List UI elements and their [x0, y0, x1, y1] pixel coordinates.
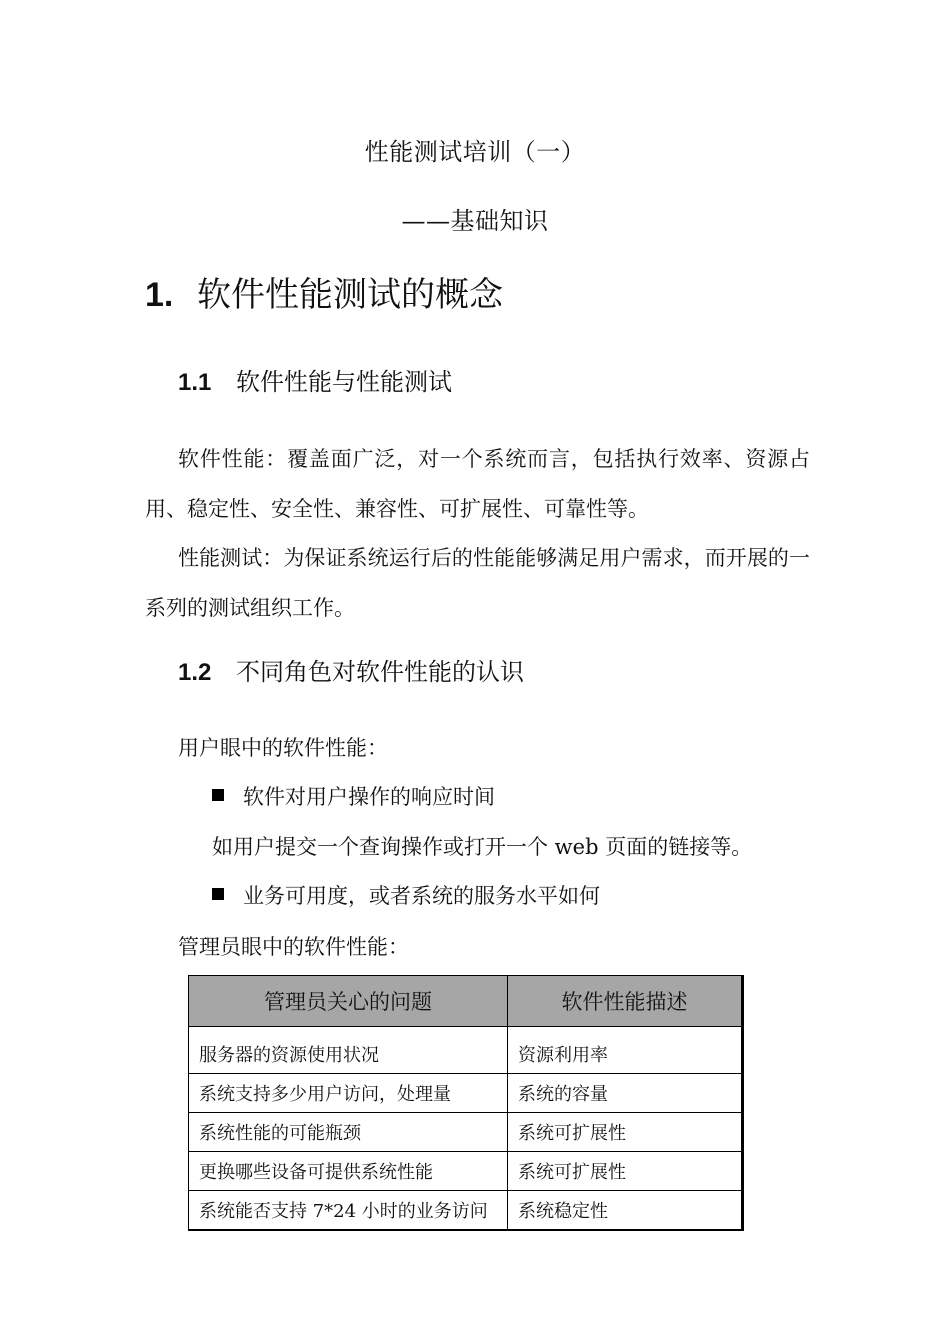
- table-cell: 系统可扩展性: [508, 1113, 743, 1152]
- user-view-label: 用户眼中的软件性能：: [178, 736, 388, 760]
- bullet-text: 业务可用度，或者系统的服务水平如何: [243, 884, 600, 908]
- bullet-text: 软件对用户操作的响应时间: [243, 785, 495, 809]
- section-1-heading: [145, 272, 503, 318]
- document-title: 性能测试培训（一）: [364, 138, 586, 166]
- section-1-1-heading: [178, 366, 452, 399]
- table-row: [189, 1074, 743, 1113]
- table-row: [189, 1027, 743, 1074]
- bullet-item: [212, 782, 495, 812]
- section-1-2-number: 1.2: [178, 659, 212, 686]
- paragraph-software-performance: 软件性能：覆盖面广泛，对一个系统而言，包括执行效率、资源占用、稳定性、安全性、兼容性、可扩展性、可靠性等。: [145, 447, 810, 521]
- admin-view-label: 管理员眼中的软件性能：: [178, 935, 409, 959]
- bullet-item: [212, 881, 600, 911]
- table-row: [189, 1152, 743, 1191]
- table-cell: 系统能否支持 7*24 小时的业务访问: [189, 1191, 508, 1231]
- table-cell: 系统可扩展性: [508, 1152, 743, 1191]
- table-cell: 服务器的资源使用状况: [189, 1027, 508, 1074]
- bullet-square-icon: [212, 789, 224, 801]
- section-1-1-title: 软件性能与性能测试: [236, 368, 452, 396]
- table-cell: 系统支持多少用户访问，处理量: [189, 1074, 508, 1113]
- example-text: 如用户提交一个查询操作或打开一个 web 页面的链接等。: [212, 835, 753, 859]
- table-cell: 系统的容量: [508, 1074, 743, 1113]
- paragraph-performance-testing: 性能测试：为保证系统运行后的性能能够满足用户需求，而开展的一系列的测试组织工作。: [145, 546, 810, 620]
- bullet-square-icon: [212, 888, 224, 900]
- table-header-row: [189, 976, 743, 1027]
- section-1-1-number: 1.1: [178, 369, 212, 396]
- table-row: [189, 1191, 743, 1231]
- admin-performance-table: [188, 975, 744, 1231]
- table-cell: 更换哪些设备可提供系统性能: [189, 1152, 508, 1191]
- section-1-2-title: 不同角色对软件性能的认识: [236, 658, 524, 686]
- table-row: [189, 1113, 743, 1152]
- section-1-number: 1.: [145, 276, 174, 314]
- section-1-title: 软件性能测试的概念: [197, 275, 503, 315]
- document-subtitle: ——基础知识: [401, 207, 549, 235]
- table-cell: 系统性能的可能瓶颈: [189, 1113, 508, 1152]
- table-cell: 资源利用率: [508, 1027, 743, 1074]
- table-header-cell: 软件性能描述: [508, 976, 743, 1027]
- table-header-cell: 管理员关心的问题: [189, 976, 508, 1027]
- section-1-2-heading: [178, 656, 524, 689]
- table-cell: 系统稳定性: [508, 1191, 743, 1231]
